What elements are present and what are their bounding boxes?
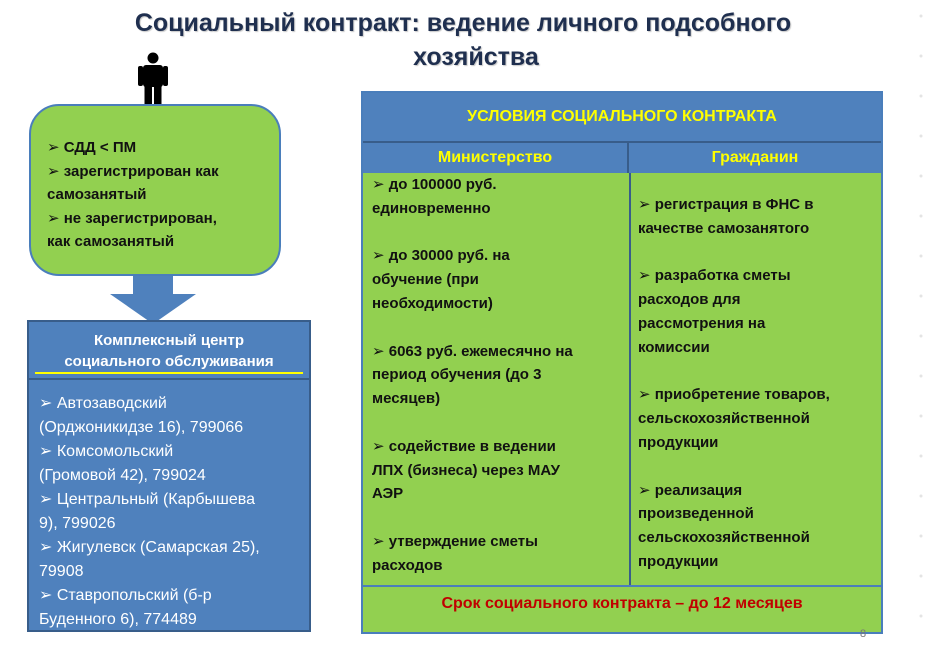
ministry-line: месяцев): [372, 390, 441, 408]
citizen-column-header: Гражданин: [629, 141, 881, 173]
center-line: (Орджоникидзе 16), 799066: [39, 419, 244, 436]
center-line: ➢ Жигулевск (Самарская 25),: [39, 539, 260, 556]
eligibility-criteria-box: [29, 104, 281, 276]
ministry-line: АЭР: [372, 485, 404, 503]
ministry-line: ➢ утверждение сметы: [372, 532, 538, 550]
decorative-dots: [918, 12, 924, 652]
down-arrow-icon: [110, 276, 196, 324]
citizen-line: ➢ реализация: [638, 481, 743, 499]
citizen-obligations: [638, 193, 878, 574]
slide-title-line1: Социальный контракт: ведение личного подсобного: [134, 9, 792, 37]
social-service-center-header: [27, 320, 311, 380]
ministry-line: расходов: [372, 556, 443, 574]
citizen-line: произведенной: [638, 505, 754, 523]
ministry-line: единовременно: [372, 199, 491, 217]
spacer: [372, 316, 627, 340]
citizen-line: ➢ приобретение товаров,: [638, 386, 830, 404]
citizen-line: качестве самозанятого: [638, 219, 810, 237]
center-lines: [39, 392, 299, 632]
ministry-line: ЛПХ (бизнеса) через МАУ: [372, 461, 560, 479]
spacer: [638, 241, 878, 265]
ministry-line: необходимости): [372, 294, 493, 312]
citizen-line: рассмотрения на: [638, 314, 766, 332]
column-divider: [629, 173, 631, 585]
citizen-line: расходов для: [638, 291, 741, 309]
spacer: [638, 360, 878, 384]
center-title-line2: социального обслуживания: [64, 353, 274, 370]
citizen-line: комиссии: [638, 338, 710, 356]
center-line: 9), 799026: [39, 515, 116, 532]
center-line: ➢ Автозаводский: [39, 395, 167, 412]
ministry-column-header: Министерство: [363, 141, 629, 173]
citizen-line: ➢ разработка сметы: [638, 267, 791, 285]
ministry-line: ➢ до 30000 руб. на: [372, 247, 510, 265]
criteria-line: самозанятый: [47, 186, 147, 203]
center-line: (Громовой 42), 799024: [39, 467, 206, 484]
center-title-line1: Комплексный центр: [94, 332, 244, 349]
person-icon: [138, 52, 168, 108]
center-line: ➢ Ставропольский (б-р: [39, 587, 212, 604]
criteria-line: как самозанятый: [47, 233, 175, 250]
center-line: Буденного 6), 774489: [39, 611, 197, 628]
header-underline: [35, 372, 303, 374]
contract-term: Срок социального контракта – до 12 месяцев: [441, 595, 803, 612]
ministry-obligations: [372, 173, 627, 578]
spacer: [372, 221, 627, 245]
contract-conditions-table: [361, 91, 883, 634]
criteria-line: ➢ СДД < ПМ: [47, 139, 137, 156]
spacer: [372, 411, 627, 435]
center-line: ➢ Комсомольский: [39, 443, 174, 460]
citizen-line: продукции: [638, 433, 719, 451]
citizen-line: сельскохозяйственной: [638, 529, 810, 547]
ministry-line: обучение (при: [372, 271, 479, 289]
spacer: [638, 455, 878, 479]
criteria-list: [47, 136, 271, 254]
center-line: 79908: [39, 563, 84, 580]
spacer: [372, 506, 627, 530]
citizen-line: сельскохозяйственной: [638, 410, 810, 428]
ministry-line: период обучения (до 3: [372, 366, 542, 384]
criteria-line: ➢ не зарегистрирован,: [47, 209, 217, 227]
conditions-header: УСЛОВИЯ СОЦИАЛЬНОГО КОНТРАКТА: [363, 93, 881, 141]
ministry-line: ➢ 6063 руб. ежемесячно на: [372, 342, 573, 360]
slide-number: 8: [860, 628, 867, 640]
ministry-line: ➢ до 100000 руб.: [372, 176, 497, 193]
ministry-line: ➢ содействие в ведении: [372, 437, 556, 455]
citizen-line: ➢ регистрация в ФНС в: [638, 196, 814, 213]
citizen-line: продукции: [638, 552, 719, 570]
center-address-list: [27, 380, 311, 632]
criteria-line: ➢ зарегистрирован как: [47, 162, 219, 180]
slide-title-line2: хозяйства: [413, 43, 539, 71]
center-line: ➢ Центральный (Карбышева: [39, 491, 255, 508]
